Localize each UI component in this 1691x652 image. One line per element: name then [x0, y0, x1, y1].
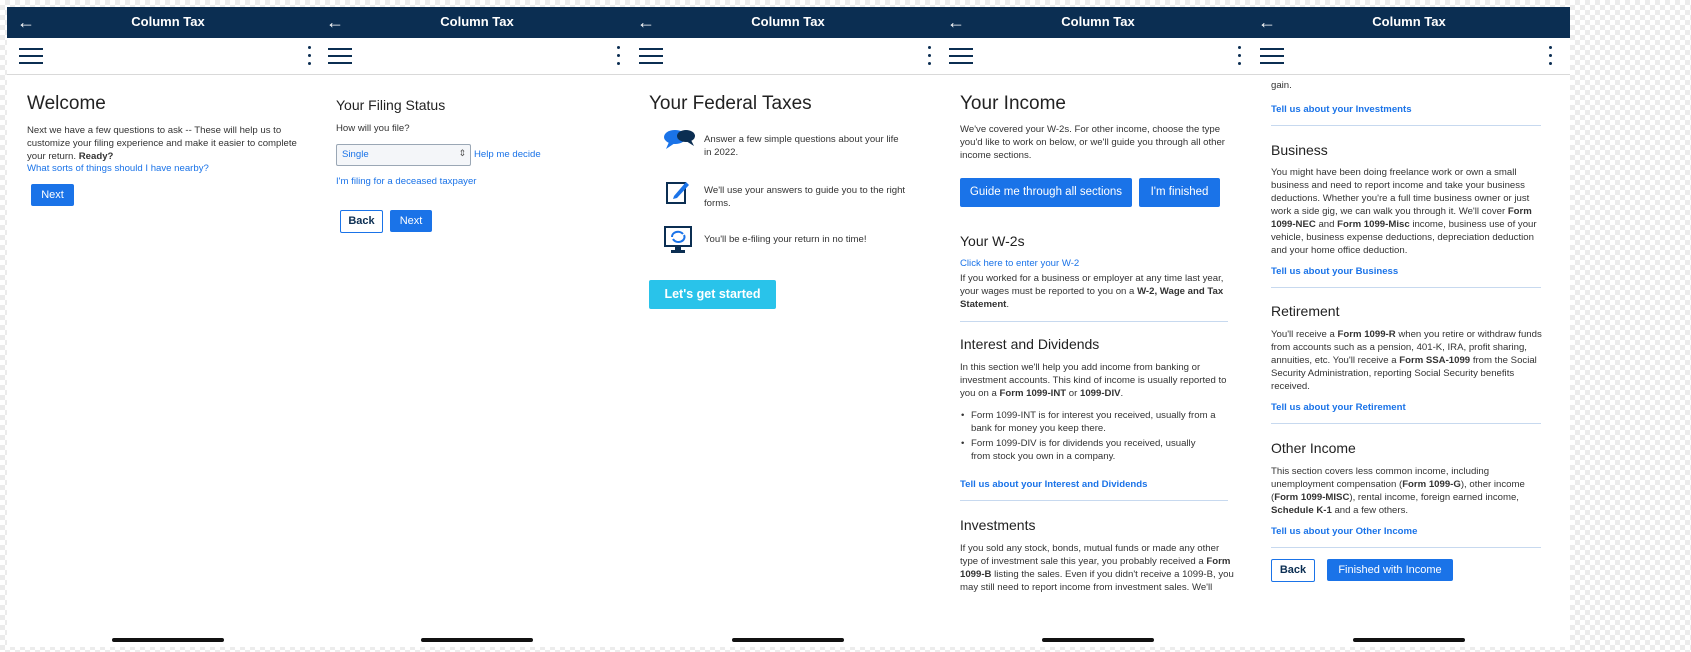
computer-refresh-icon [663, 225, 693, 255]
enter-w2-link[interactable]: Click here to enter your W-2 [960, 258, 1080, 269]
federal-item-1-text: Answer a few simple questions about your life in 2022. [704, 134, 899, 158]
menu-bar [1248, 38, 1570, 75]
phone-screen-filing-status [316, 7, 638, 647]
section-divider [1271, 125, 1541, 126]
lets-get-started-button[interactable]: Let's get started [649, 280, 776, 309]
back-arrow-icon[interactable]: ← [637, 12, 655, 32]
more-options-icon[interactable] [617, 45, 621, 67]
menu-bar [316, 38, 638, 75]
back-arrow-icon[interactable]: ← [1258, 12, 1276, 32]
retirement-section-title: Retirement [1271, 303, 1340, 319]
investments-link[interactable]: Tell us about your Investments [1271, 104, 1412, 115]
app-title: Column Tax [440, 14, 514, 29]
phone-screen-income-scrolled [1248, 7, 1570, 647]
business-link[interactable]: Tell us about your Business [1271, 266, 1399, 277]
guide-all-sections-button[interactable]: Guide me through all sections [960, 178, 1132, 207]
list-item: • Form 1099-INT is for interest you received, usually from a bank for money you keep there. [971, 409, 1216, 435]
filing-status-select[interactable] [336, 144, 471, 166]
menu-bar [7, 38, 329, 75]
next-button[interactable]: Next [390, 210, 432, 232]
filing-question: How will you file? [336, 123, 410, 134]
phone-screen-your-income [937, 7, 1259, 647]
select-arrows-icon: ⇕ [458, 148, 466, 158]
phone-screen-welcome [7, 7, 329, 647]
section-divider [1271, 423, 1541, 424]
business-description: You might have been doing freelance work or own a small business and need to report income and take your business deductions. Whether you're a full time business owner or just work a side gig, we can walk you through it. We'll cover Form 1099-NEC and Form 1099-Misc income, business use of your vehicle, business expense deductions, depreciation deduction and your home office deduction. [1271, 167, 1537, 256]
top-app-bar [316, 7, 638, 38]
interest-dividends-link[interactable]: Tell us about your Interest and Dividends [960, 479, 1148, 490]
more-options-icon[interactable] [308, 45, 312, 67]
federal-item-2-text: We'll use your answers to guide you to the right forms. [704, 185, 906, 209]
home-indicator [1042, 638, 1154, 642]
section-divider [960, 321, 1228, 322]
welcome-content [7, 75, 329, 647]
w2-section-title: Your W-2s [960, 233, 1025, 249]
filing-status-content [316, 75, 638, 647]
back-arrow-icon[interactable]: ← [17, 12, 35, 32]
other-income-description: This section covers less common income, including unemployment compensation (Form 1099-G), other income (Form 1099-MISC), rental income, foreign earned income, Schedule K-1 and a few others. [1271, 466, 1525, 516]
menu-bar [627, 38, 949, 75]
business-section-title: Business [1271, 142, 1328, 158]
home-indicator [112, 638, 224, 642]
help-me-decide-link[interactable]: Help me decide [474, 149, 541, 160]
app-title: Column Tax [1061, 14, 1135, 29]
top-app-bar [627, 7, 949, 38]
interest-section-title: Interest and Dividends [960, 336, 1100, 352]
phone-screen-federal-taxes [627, 7, 949, 647]
finished-with-income-button[interactable]: Finished with Income [1327, 559, 1453, 581]
hamburger-menu-icon[interactable] [949, 46, 973, 66]
hamburger-menu-icon[interactable] [19, 46, 43, 66]
income-scrolled-content [1248, 75, 1570, 647]
app-title: Column Tax [1372, 14, 1446, 29]
page-title: Your Federal Taxes [649, 93, 812, 114]
page-title: Your Income [960, 93, 1066, 114]
list-item: • Form 1099-DIV is for dividends you received, usually from stock you own in a company. [971, 437, 1196, 463]
im-finished-button[interactable]: I'm finished [1139, 178, 1220, 207]
back-button[interactable]: Back [340, 210, 383, 233]
retirement-description: You'll receive a Form 1099-R when you retire or withdraw funds from accounts such as a pension, 401-K, IRA, profit sharing, annuities, etc. You'll receive a Form SSA-1099 from the Social Security Administration, reporting Social Security benefits received. [1271, 329, 1542, 392]
top-app-bar [1248, 7, 1570, 38]
edit-form-icon [665, 179, 691, 205]
interest-description: In this section we'll help you add income from banking or investment accounts. This kind of income is usually reported to you on a Form 1099-INT or 1099-DIV. [960, 362, 1227, 399]
hamburger-menu-icon[interactable] [328, 46, 352, 66]
top-app-bar [937, 7, 1259, 38]
other-income-section-title: Other Income [1271, 440, 1356, 456]
income-intro: We've covered your W-2s. For other income, choose the type you'd like to work on below, or we'll guide you through all other income sections. [960, 124, 1225, 161]
federal-taxes-content [627, 75, 949, 647]
federal-item-3-text: You'll be e-filing your return in no time! [704, 234, 867, 245]
back-button[interactable]: Back [1271, 559, 1315, 582]
select-value: Single [342, 149, 369, 160]
home-indicator [421, 638, 533, 642]
section-divider [960, 500, 1228, 501]
retirement-link[interactable]: Tell us about your Retirement [1271, 402, 1406, 413]
more-options-icon[interactable] [1549, 45, 1553, 67]
more-options-icon[interactable] [1238, 45, 1242, 67]
section-divider [1271, 547, 1541, 548]
chat-bubbles-icon [663, 127, 697, 153]
other-income-link[interactable]: Tell us about your Other Income [1271, 526, 1418, 537]
welcome-body: Next we have a few questions to ask -- These will help us to customize your filing experience and make it easier to complete your return. Ready? [27, 125, 297, 162]
page-title: Welcome [27, 93, 106, 114]
top-app-bar [7, 7, 329, 38]
investments-text-tail: gain. [1271, 80, 1292, 91]
back-arrow-icon[interactable]: ← [326, 12, 344, 32]
home-indicator [1353, 638, 1465, 642]
home-indicator [732, 638, 844, 642]
nearby-items-link[interactable]: What sorts of things should I have nearby? [27, 163, 209, 174]
deceased-taxpayer-link[interactable]: I'm filing for a deceased taxpayer [336, 176, 477, 187]
app-title: Column Tax [751, 14, 825, 29]
next-button[interactable]: Next [31, 184, 74, 206]
your-income-content [937, 75, 1259, 647]
app-title: Column Tax [131, 14, 205, 29]
investments-description: If you sold any stock, bonds, mutual funds or made any other type of investment sale this year, you probably received a Form 1099-B listing the sales. Even if you didn't receive a 1099-B, you may still need to report income from investment sales. We'll [960, 543, 1234, 593]
back-arrow-icon[interactable]: ← [947, 12, 965, 32]
w2-description: If you worked for a business or employer at any time last year, your wages must be reported to you on a W-2, Wage and Tax Statement. [960, 273, 1224, 310]
hamburger-menu-icon[interactable] [639, 46, 663, 66]
section-divider [1271, 287, 1541, 288]
investments-section-title: Investments [960, 517, 1036, 533]
page-title: Your Filing Status [336, 97, 446, 113]
menu-bar [937, 38, 1259, 75]
hamburger-menu-icon[interactable] [1260, 46, 1284, 66]
more-options-icon[interactable] [928, 45, 932, 67]
